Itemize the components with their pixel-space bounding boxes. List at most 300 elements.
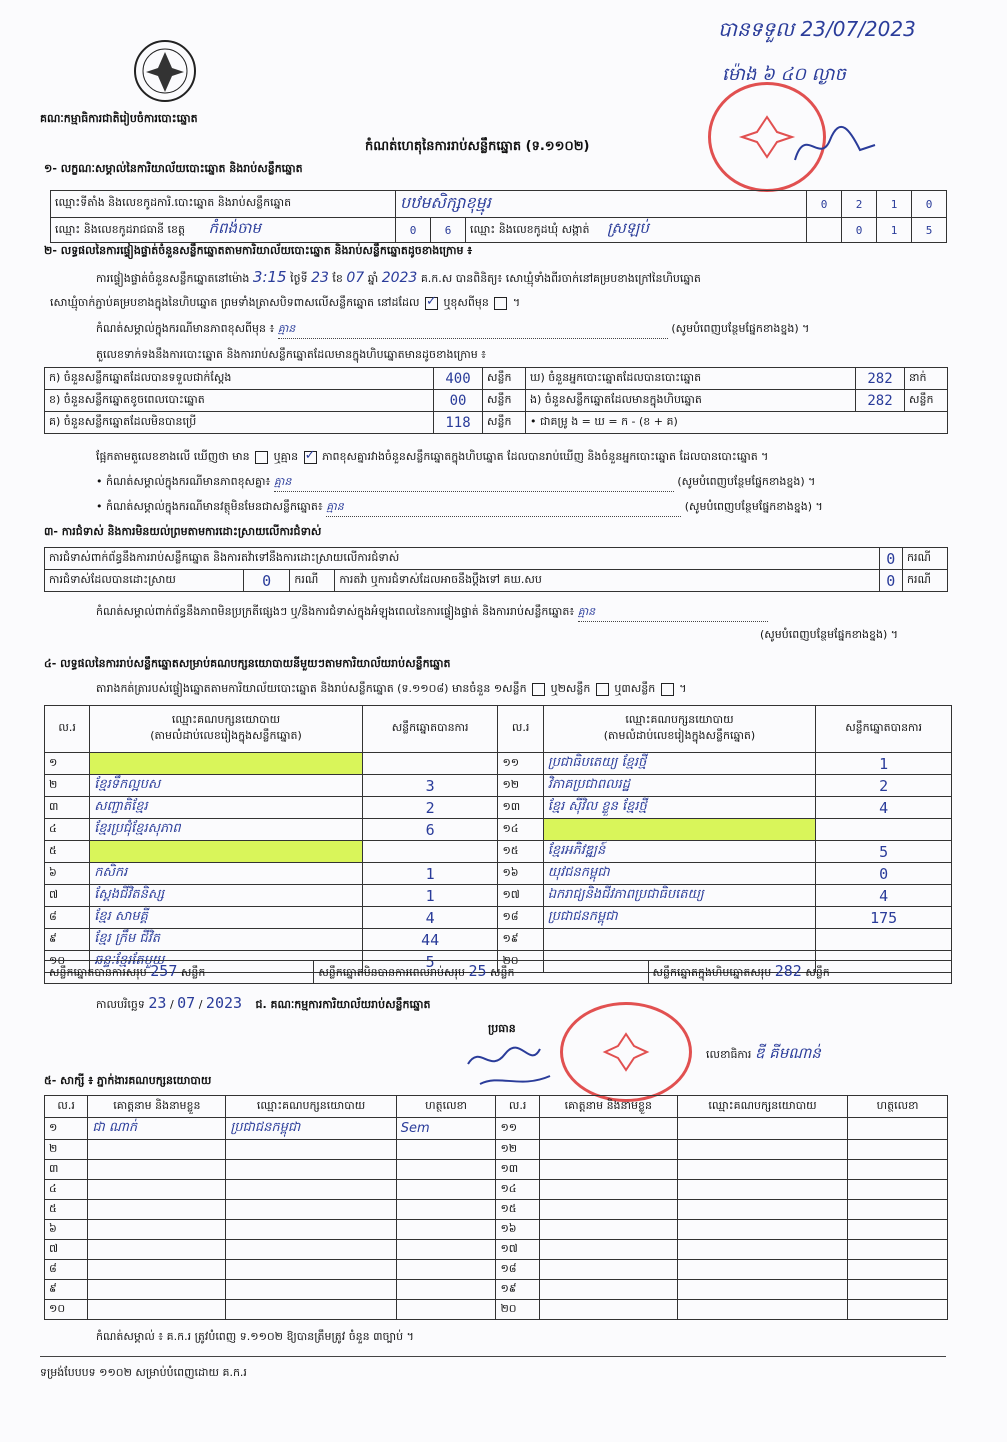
witness-name: [88, 1180, 226, 1200]
witness-sign: [396, 1180, 496, 1200]
verify-line2-text: សោឃ្មុំចាក់ភ្ជាប់គម្របខាងក្នុងនៃហិបឆ្នោត ព្រមទាំងត្រាសបិទពាសលើសន្លឹកឆ្នោត នៅដដែល: [50, 296, 420, 309]
witness-sign: [848, 1280, 948, 1300]
count-a-unit: សន្លឹក: [483, 368, 526, 390]
commune-value: ស្រឡប់: [607, 219, 649, 237]
witness-name: [539, 1280, 677, 1300]
table-row: [45, 1260, 948, 1280]
witness-sign: [848, 1300, 948, 1320]
compare-tail: ភាពខុសគ្នារវាងចំនួនសន្លឹកឆ្នោតក្នុងហិបឆ្នោត ដែលបានរាប់ឃើញ និងចំនួនអ្នកបោះឆ្នោត ដែលបានបោះឆ្នោត ។: [322, 450, 769, 463]
table-row: [45, 1240, 948, 1260]
witness-sign: [848, 1240, 948, 1260]
witness-party: [677, 1140, 847, 1160]
witness-no: ១៨: [496, 1260, 539, 1280]
witness-party: [677, 1240, 847, 1260]
witness-sign: [396, 1200, 496, 1220]
two-sheet-label: ឬ២សន្លឹក: [550, 682, 591, 695]
witness-name: [88, 1140, 226, 1160]
col-votes-left: សន្លឹកឆ្នោតបានការ: [362, 706, 498, 753]
witness-party: [226, 1280, 396, 1300]
witness-no: ៨: [45, 1260, 88, 1280]
witness-sign: [396, 1240, 496, 1260]
results-table: [44, 705, 952, 973]
result-votes: 1: [362, 863, 498, 885]
witness-sign: Sem: [396, 1118, 496, 1140]
witness-sign: [848, 1140, 948, 1160]
three-sheet-label: ឬ៣សន្លឹក: [614, 682, 656, 695]
witness-name: [88, 1220, 226, 1240]
result-party: កសិករ: [90, 863, 363, 885]
bottom-note: ទម្រង់បែបបទ ១១០២ សម្រាប់បំពេញដោយ គ.ក.រ: [40, 1366, 247, 1379]
count-e-unit: សន្លឹក: [905, 390, 948, 412]
witness-party: [677, 1220, 847, 1240]
result-party: [90, 841, 363, 863]
table-row: [45, 775, 952, 797]
witness-party: [677, 1260, 847, 1280]
authority-name: គណៈកម្មាធិការជាតិរៀបចំការបោះឆ្នោត: [40, 112, 198, 125]
witness-sign: [848, 1220, 948, 1240]
witness-no: ៣: [45, 1160, 88, 1180]
verify-time: 3:15: [252, 268, 287, 286]
table-row: [45, 863, 952, 885]
result-no: ១៦: [498, 863, 543, 885]
compare-label: ផ្អែកតាមតួលេខខាងលើ ឃើញថា មាន: [96, 450, 250, 463]
result-no: ១៨: [498, 907, 543, 929]
table-row: [45, 907, 952, 929]
province-label-text: ឈ្មោះ និងលេខកូដរាជធានី ខេត្ត: [55, 223, 185, 236]
compare-or: ឬគ្មាន: [273, 450, 299, 463]
secretary-name: ឌី គីមណាន់: [754, 1044, 821, 1062]
witness-no: ១៦: [496, 1220, 539, 1240]
result-votes: 44: [362, 929, 498, 951]
witness-no: ២: [45, 1140, 88, 1160]
result-party: ស្តែងជីវិតនិស្ស: [90, 885, 363, 907]
result-votes: 2: [816, 775, 952, 797]
count-e-value: 282: [856, 390, 905, 412]
col-party-right-text: ឈ្មោះគណបក្សនយោបាយ: [625, 713, 734, 726]
witness-col-name-right: គោត្តនាម និងនាមខ្លួន: [539, 1096, 677, 1118]
col-party-left-sub: (តាមលំដាប់លេខរៀងក្នុងសន្លឹកឆ្នោត): [150, 729, 302, 742]
table-row: [45, 819, 952, 841]
result-no: ១: [45, 753, 90, 775]
note1-line: [96, 322, 809, 339]
witness-col-party-left: ឈ្មោះគណបក្សនយោបាយ: [226, 1096, 396, 1118]
result-votes: [816, 819, 952, 841]
witness-name: [539, 1180, 677, 1200]
result-no: ៨: [45, 907, 90, 929]
result-party: សញ្ជាតិខ្មែរ: [90, 797, 363, 819]
table-row: [45, 797, 952, 819]
witness-no: ៤: [45, 1180, 88, 1200]
witness-party: [226, 1260, 396, 1280]
witness-no: ៦: [45, 1220, 88, 1240]
witness-sign: [396, 1140, 496, 1160]
result-no: ១៧: [498, 885, 543, 907]
date-label: កាលបរិច្ឆេទ: [96, 998, 145, 1011]
location-label: ឈ្មោះទីតាំង និងលេខកូដការិ.បោះឆ្នោត និងរាប់សន្លឹកឆ្នោត: [51, 191, 396, 218]
commune-code-1: 0: [842, 218, 877, 243]
different-checkbox[interactable]: [494, 297, 507, 310]
witness-sign: [848, 1160, 948, 1180]
province-label: [51, 218, 396, 243]
section3-title: ៣- ការជំទាស់ និងការមិនយល់ព្រមតាមការដោះស្រាយលើការជំទាស់: [44, 525, 322, 538]
result-votes: 5: [816, 841, 952, 863]
witness-no: ១០: [45, 1300, 88, 1320]
witness-name: [88, 1300, 226, 1320]
count-b-unit: សន្លឹក: [483, 390, 526, 412]
result-no: ១០: [45, 951, 90, 973]
table-row: [45, 1280, 948, 1300]
note3-label: • កំណត់សម្គាល់ក្នុងករណីមានវត្ថុមិនមែនជាសន្លឹកឆ្នោត៖: [96, 500, 323, 513]
note2-value: គ្មាន: [274, 475, 674, 492]
count-d-label: ឃ) ចំនួនអ្នកបោះឆ្នោតដែលបានបោះឆ្នោត: [526, 368, 856, 390]
committee-label: ជ. គណៈកម្មការការិយាល័យរាប់សន្លឹកឆ្នោត: [255, 998, 431, 1011]
count-c-label: គ) ចំនួនសន្លឹកឆ្នោតដែលមិនបានប្រើ: [45, 412, 434, 434]
count-b-value: 00: [434, 390, 483, 412]
col-votes-right: សន្លឹកឆ្នោតបានការ: [816, 706, 952, 753]
result-votes: 4: [816, 797, 952, 819]
table-row: [45, 1180, 948, 1200]
commune-code-blank: [807, 218, 842, 243]
result-votes: 175: [816, 907, 952, 929]
result-no: ៩: [45, 929, 90, 951]
witness-name: [539, 1220, 677, 1240]
result-party: ឯករាជ្យនិងជីវភាពប្រជាធិបតេយ្យ: [543, 885, 816, 907]
table-row: [45, 1220, 948, 1240]
irregularity-hint: (សូមបំពេញបន្ថែមផ្នែកខាងខ្នង) ។: [760, 628, 899, 641]
witness-no: ១១: [496, 1118, 539, 1140]
witness-name: [539, 1260, 677, 1280]
no-diff-checkbox[interactable]: [304, 451, 317, 464]
date-line: កាលបរិច្ឆេទ 23 / 07 / 2023 ជ. គណៈកម្មការការិយាល័យរាប់សន្លឹកឆ្នោត: [96, 994, 431, 1012]
table-row: [45, 1160, 948, 1180]
verify-month-label: ខែ: [332, 272, 343, 285]
witness-col-no-right: ល.រ: [496, 1096, 539, 1118]
total-box-label: សន្លឹកឆ្នោតក្នុងហិបឆ្នោតសរុប: [652, 966, 772, 979]
witness-name: [88, 1160, 226, 1180]
location-code-3: 1: [877, 191, 912, 218]
witness-col-no-left: ល.រ: [45, 1096, 88, 1118]
witness-party: [677, 1300, 847, 1320]
witness-name: [88, 1200, 226, 1220]
col-party-right-sub: (តាមលំដាប់លេខរៀងក្នុងសន្លឹកឆ្នោត): [603, 729, 756, 742]
witness-name: [88, 1280, 226, 1300]
result-no: ១១: [498, 753, 543, 775]
resolved-unit: ករណី: [290, 570, 335, 592]
received-time: ម៉ោង ៦ ៤០ ល្ងាច: [722, 64, 846, 85]
witness-col-sign-right: ហត្ថលេខា: [848, 1096, 948, 1118]
total-valid-label: សន្លឹកឆ្នោតបានការសរុប: [49, 966, 147, 979]
result-no: ១៤: [498, 819, 543, 841]
witness-party: [226, 1140, 396, 1160]
result-no: ១៩: [498, 929, 543, 951]
witness-no: ១៥: [496, 1200, 539, 1220]
verify-day: 23: [311, 270, 329, 286]
received-note: បានទទួល 23/07/2023: [718, 17, 916, 41]
total-invalid-cell: [314, 961, 648, 984]
totals-table: [44, 960, 952, 984]
col-no-right: ល.រ: [498, 706, 543, 753]
note1-hint: (សូមបំពេញបន្ថែមផ្នែកខាងខ្នង) ។: [671, 322, 810, 335]
signature-top: [790, 120, 880, 173]
witness-no: ១២: [496, 1140, 539, 1160]
total-box-cell: [648, 961, 951, 984]
witness-no: ៥: [45, 1200, 88, 1220]
col-party-left-text: ឈ្មោះគណបក្សនយោបាយ: [171, 713, 281, 726]
note2-label: • កំណត់សម្គាល់ក្នុងករណីមានភាពខុសគ្នា៖: [96, 475, 271, 488]
footnote: កំណត់សម្គាល់ ៖ គ.ក.រ ត្រូវបំពេញ ទ.១១០២ ឱ្យបានត្រឹមត្រូវ ចំនួន ៣ច្បាប់ ។: [96, 1330, 414, 1343]
verify-line2: សោឃ្មុំចាក់ភ្ជាប់គម្របខាងក្នុងនៃហិបឆ្នោត ព្រមទាំងត្រាសបិទពាសលើសន្លឹកឆ្នោត នៅដដែល ✓ ឬខុសពីមុន ។: [50, 296, 520, 312]
witness-name: [88, 1260, 226, 1280]
result-party: ប្រជាធិបតេយ្យ ខ្មែរថ្មី: [543, 753, 816, 775]
result-party: [90, 753, 363, 775]
witness-no: ១: [45, 1118, 88, 1140]
date-day: 23: [148, 994, 167, 1012]
witness-party: [677, 1180, 847, 1200]
chair-label: ប្រធាន: [488, 1022, 516, 1035]
result-party: ខ្មែរ ស៊ីវិល ខ្លួន ខ្មែរថ្មី: [543, 797, 816, 819]
one-sheet-checkbox[interactable]: [532, 683, 545, 696]
province-code-2: 6: [431, 218, 466, 243]
total-invalid-value: 25: [468, 962, 487, 980]
appeal-label: ការតវ៉ា ឬការជំទាស់ដែលអាចនឹងប្តឹងទៅ គឃ.សប: [335, 570, 879, 592]
witness-name: [88, 1240, 226, 1260]
commune-cell: [466, 218, 807, 243]
total-valid-cell: [45, 961, 314, 984]
result-no: ២: [45, 775, 90, 797]
total-invalid-unit: សន្លឹក: [490, 966, 515, 979]
appeal-unit: ករណី: [903, 570, 948, 592]
formula: • ជាគម្រូ ង = ឃ = ក - (ខ + គ): [526, 412, 948, 434]
compare-line: [96, 450, 768, 466]
count-c-value: 118: [434, 412, 483, 434]
secretary-line: [706, 1044, 821, 1066]
irregularity-value: គ្មាន: [578, 605, 768, 622]
section1-title: ១- លក្ខណៈសម្គាល់នៃការិយាល័យបោះឆ្នោត និងរាប់សន្លឹកឆ្នោត: [44, 162, 303, 175]
date-month: 07: [177, 994, 196, 1012]
witness-party: [226, 1160, 396, 1180]
three-sheet-checkbox[interactable]: [661, 683, 674, 696]
witness-name: [539, 1240, 677, 1260]
witness-party: [677, 1160, 847, 1180]
witness-sign: [396, 1300, 496, 1320]
result-no: ៧: [45, 885, 90, 907]
irregularity-note: [96, 605, 768, 622]
commune-code-3: 5: [912, 218, 947, 243]
verify-or-label: ឬខុសពីមុន: [443, 296, 489, 309]
province-code-1: 0: [396, 218, 431, 243]
result-votes: 2: [362, 797, 498, 819]
section4-title: ៤- លទ្ធផលនៃការរាប់សន្លឹកឆ្នោតសម្រាប់គណបក្សនយោបាយនីមួយៗតាមការិយាល័យរាប់សន្លឹកឆ្នោត: [44, 657, 451, 670]
note3-value: គ្មាន: [326, 500, 681, 517]
result-votes: 1: [816, 753, 952, 775]
count-e-label: ង) ចំនួនសន្លឹកឆ្នោតដែលមានក្នុងហិបឆ្នោត: [526, 390, 856, 412]
counts-table: [44, 367, 948, 434]
section2-title: ២- លទ្ធផលនៃការផ្ទៀងផ្ទាត់ចំនួនសន្លឹកឆ្នោតតាមការិយាល័យបោះឆ្នោត និងរាប់សន្លឹកឆ្នោតដូចខាងក្រោម ៖: [44, 244, 473, 257]
witness-name: [539, 1200, 677, 1220]
result-no: ៤: [45, 819, 90, 841]
result-party: យុវជនកម្ពុជា: [543, 863, 816, 885]
irregularity-label: កំណត់សម្គាល់ពាក់ព័ន្ធនឹងភាពមិនប្រក្រតីផ្សេងៗ ឬ/និងការជំទាស់ក្នុងអំឡុងពេលនៃការផ្ទៀងផ្ទាត់ និងការរាប់សន្លឹកឆ្នោត៖: [96, 605, 575, 618]
witness-party: [677, 1200, 847, 1220]
verify-prefix: ការផ្ទៀងផ្ទាត់ចំនួនសន្លឹកឆ្នោតនៅម៉ោង: [96, 272, 250, 285]
table-row: [45, 1200, 948, 1220]
table-row: [45, 1118, 948, 1140]
result-votes: [362, 753, 498, 775]
total-box-value: 282: [774, 962, 802, 980]
witness-no: ៩: [45, 1280, 88, 1300]
result-votes: 0: [816, 863, 952, 885]
result-votes: 1: [362, 885, 498, 907]
witness-name: ជា ណាក់: [88, 1118, 226, 1140]
appeal-value: 0: [879, 570, 902, 592]
result-no: ៣: [45, 797, 90, 819]
province-value: កំពង់ចាម: [208, 219, 261, 237]
witness-no: ៧: [45, 1240, 88, 1260]
section5-title: ៥- សាក្សី ៖ ភ្នាក់ងារគណបក្សនយោបាយ: [44, 1074, 212, 1087]
result-party: ខ្មែរអភិវឌ្ឍន៍: [543, 841, 816, 863]
section4-intro-text: តារាងកត់ត្រារបស់ផ្ទៀងឆ្នោតតាមការិយាល័យបោះឆ្នោត និងរាប់សន្លឹកឆ្នោត (ទ.១១០៨) មានចំនួន ១សន្លឹក: [96, 682, 527, 695]
result-party: ប្រជាជនកម្ពុជា: [543, 907, 816, 929]
objections-table: [44, 547, 948, 592]
result-no: ៥: [45, 841, 90, 863]
witness-sign: [848, 1180, 948, 1200]
result-votes: 4: [362, 907, 498, 929]
col-no-left: ល.រ: [45, 706, 90, 753]
col-party-right: [543, 706, 816, 753]
section1-table: [50, 190, 947, 243]
section4-intro: តារាងកត់ត្រារបស់ផ្ទៀងឆ្នោតតាមការិយាល័យបោះឆ្នោត និងរាប់សន្លឹកឆ្នោត (ទ.១១០៨) មានចំនួន ១សន្លឹក ឬ២សន្លឹក ឬ៣សន្លឹក ។: [96, 682, 687, 695]
witness-party: [226, 1220, 396, 1240]
result-no: ១៣: [498, 797, 543, 819]
location-code-4: 0: [912, 191, 947, 218]
note2-line: [96, 475, 815, 492]
result-party: ខ្មែរ សាមគ្គី: [90, 907, 363, 929]
witness-sign: [848, 1118, 948, 1140]
table-row: [45, 1140, 948, 1160]
result-party: ខ្មែរប្រជុំខ្មែរសុភាព: [90, 819, 363, 841]
same-checkbox[interactable]: [425, 297, 438, 310]
witness-name: [539, 1160, 677, 1180]
witness-no: ២០: [496, 1300, 539, 1320]
witness-sign: [396, 1260, 496, 1280]
total-invalid-label: សន្លឹកឆ្នោតមិនបានការពេលរាប់សរុប: [318, 966, 465, 979]
verify-line: [96, 268, 701, 288]
col-party-left: [90, 706, 363, 753]
witness-sign: [396, 1220, 496, 1240]
table-row: [45, 841, 952, 863]
result-party: [543, 929, 816, 951]
witness-sign: [396, 1280, 496, 1300]
table-row: [45, 753, 952, 775]
witness-name: [539, 1140, 677, 1160]
witness-sign: [396, 1160, 496, 1180]
witness-party: [226, 1300, 396, 1320]
witness-party: [226, 1180, 396, 1200]
table-row: [45, 1300, 948, 1320]
result-party: ខ្មែរទឹកល្អបស: [90, 775, 363, 797]
witness-party: [677, 1118, 847, 1140]
witness-no: ១៤: [496, 1180, 539, 1200]
witness-no: ១៩: [496, 1280, 539, 1300]
location-code-1: 0: [807, 191, 842, 218]
two-sheet-checkbox[interactable]: [596, 683, 609, 696]
result-votes: [816, 929, 952, 951]
witness-table: [44, 1095, 948, 1320]
count-d-unit: នាក់: [905, 368, 948, 390]
objection-value: 0: [879, 548, 902, 570]
note2-hint: (សូមបំពេញបន្ថែមផ្នែកខាងខ្នង) ។: [677, 475, 816, 488]
witness-col-name-left: គោត្តនាម និងនាមខ្លួន: [88, 1096, 226, 1118]
result-party: [543, 819, 816, 841]
witness-party: [677, 1280, 847, 1300]
resolved-value: 0: [244, 570, 290, 592]
table-row: [45, 885, 952, 907]
witness-no: ១៧: [496, 1240, 539, 1260]
count-a-value: 400: [434, 368, 483, 390]
result-party: ឆន្ទៈខ្មែរតែមួយ: [90, 951, 363, 973]
bottom-divider: [40, 1356, 946, 1357]
witness-col-party-right: ឈ្មោះគណបក្សនយោបាយ: [677, 1096, 847, 1118]
count-d-value: 282: [856, 368, 905, 390]
witness-party: [226, 1240, 396, 1260]
witness-sign: [848, 1200, 948, 1220]
verify-year-label: ឆ្នាំ: [367, 272, 379, 285]
result-party: ខ្មែរ ក្រឹម ជីវិត: [90, 929, 363, 951]
verify-year: 2023: [381, 270, 418, 286]
verify-month: 07: [346, 270, 365, 286]
witness-party: ប្រជាជនកម្ពុជា: [226, 1118, 396, 1140]
count-a-label: ក) ចំនួនសន្លឹកឆ្នោតដែលបានទទួលជាក់ស្តែង: [45, 368, 434, 390]
witness-col-sign-left: ហត្ថលេខា: [396, 1096, 496, 1118]
official-stamp-bottom: [560, 1002, 692, 1102]
result-votes: [362, 841, 498, 863]
location-value: បឋមសិក្សាខុម្មុរ: [396, 191, 807, 218]
emblem-icon: [132, 38, 198, 104]
verify-suffix: គ.ក.ស បានពិនិត្យ៖ សោឃ្មុំទាំងពីរចាក់នៅគម្របខាងក្រៅនៃហិបឆ្នោត: [420, 272, 701, 285]
total-box-unit: សន្លឹក: [805, 966, 830, 979]
secretary-label: លេខាធិការ: [706, 1048, 752, 1061]
result-no: ៦: [45, 863, 90, 885]
objection-unit: ករណី: [903, 548, 948, 570]
verify-day-label: ថ្ងៃទី: [290, 272, 308, 285]
note1-label: កំណត់សម្គាល់ក្នុងករណីមានភាពខុសពីមុន ៖: [96, 322, 275, 335]
witness-name: [539, 1118, 677, 1140]
result-party: វិភាគប្រជាពលរដ្ឋ: [543, 775, 816, 797]
resolved-label: ការជំទាស់ដែលបានដោះស្រាយ: [45, 570, 244, 592]
objection-label: ការជំទាស់ពាក់ព័ន្ធនឹងការរាប់សន្លឹកឆ្នោត និងការតវ៉ាទៅនឹងការដោះស្រាយលើការជំទាស់: [45, 548, 880, 570]
result-votes: 6: [362, 819, 498, 841]
witness-sign: [848, 1260, 948, 1280]
has-diff-checkbox[interactable]: [255, 451, 268, 464]
result-no: ២០: [498, 951, 543, 973]
count-b-label: ខ) ចំនួនសន្លឹកឆ្នោតខូចពេលបោះឆ្នោត: [45, 390, 434, 412]
form-title: កំណត់ហេតុនៃការរាប់សន្លឹកឆ្នោត (ទ.១១០២): [365, 139, 590, 154]
witness-party: [226, 1200, 396, 1220]
results-intro: តួលេខទាក់ទងនឹងការបោះឆ្នោត និងការរាប់សន្លឹកឆ្នោតដែលមានក្នុងហិបឆ្នោតមានដូចខាងក្រោម ៖: [96, 348, 487, 361]
result-votes: 3: [362, 775, 498, 797]
total-valid-unit: សន្លឹក: [180, 966, 206, 979]
witness-no: ១៣: [496, 1160, 539, 1180]
note1-value: គ្មាន: [278, 322, 668, 339]
commune-label: ឈ្មោះ និងលេខកូដឃុំ សង្កាត់: [470, 223, 590, 236]
result-votes: 5: [362, 951, 498, 973]
date-year: 2023: [205, 994, 243, 1012]
result-no: ១២: [498, 775, 543, 797]
location-code-2: 2: [842, 191, 877, 218]
count-c-unit: សន្លឹក: [483, 412, 526, 434]
table-row: [45, 929, 952, 951]
chair-signature: [460, 1034, 570, 1097]
